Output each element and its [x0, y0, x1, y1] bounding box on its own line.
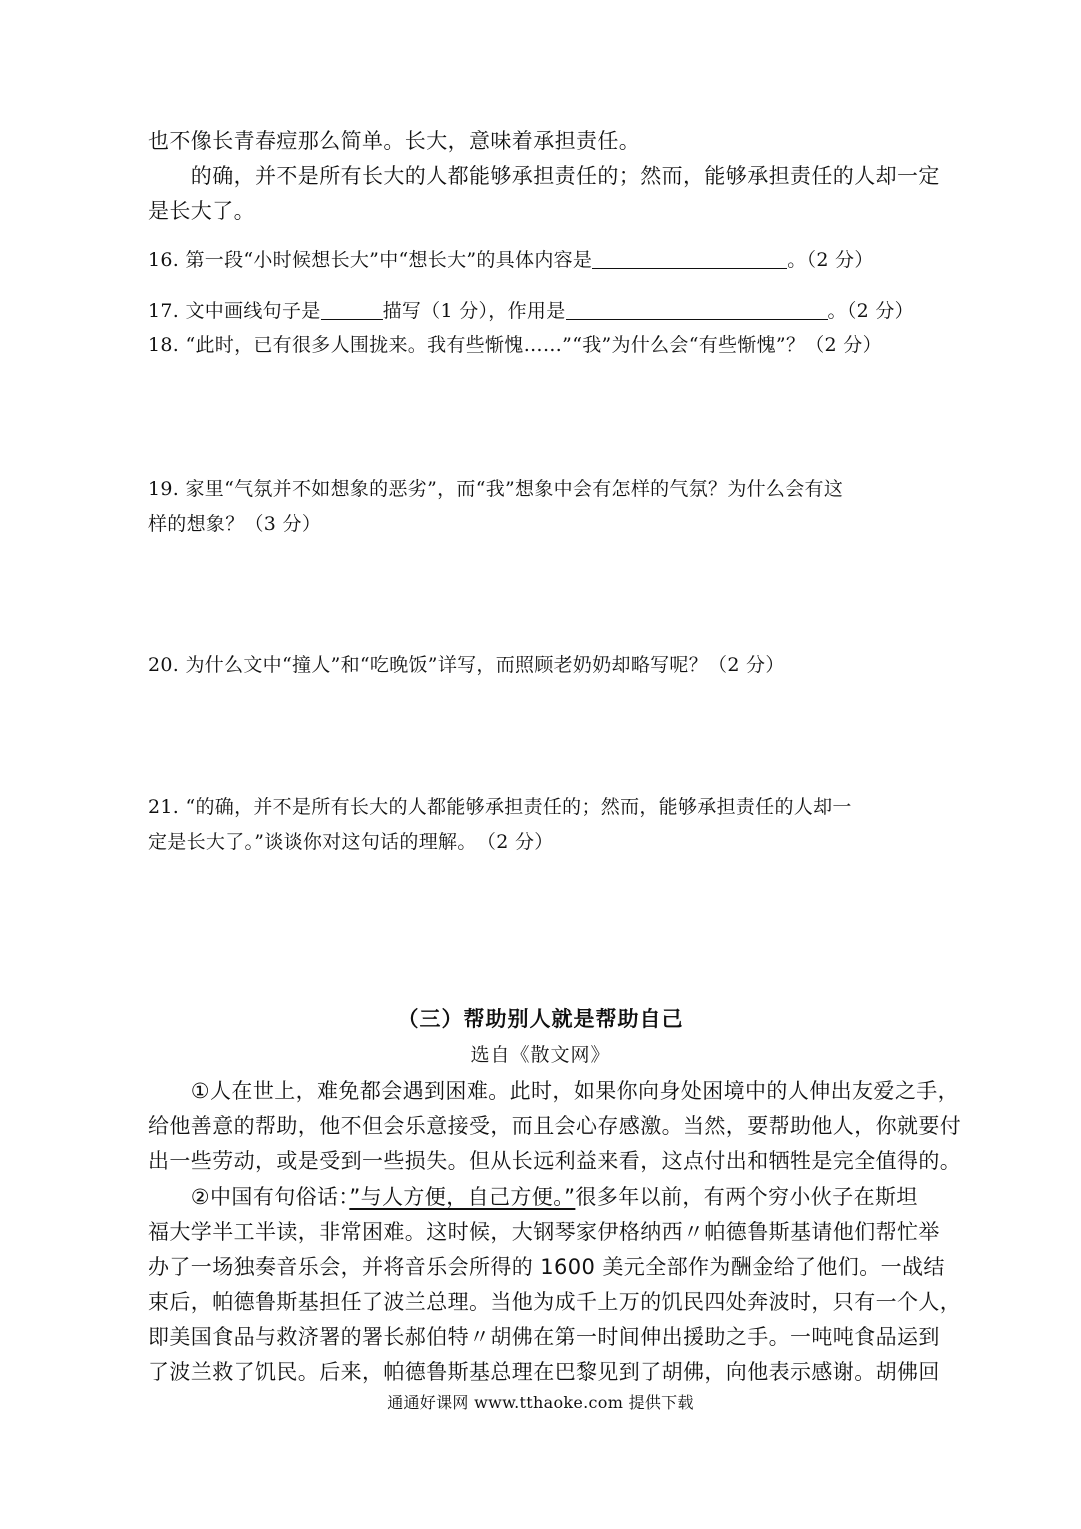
- question-text: “此时，已有很多人围拢来。我有些惭愧……”“我”为什么会“有些惭愧”？（2 分）: [185, 334, 882, 356]
- question-score: 。（2 分）: [787, 249, 874, 271]
- question-16: [148, 245, 978, 272]
- paragraph-text: 很多年以前，有两个穷小伙子在斯坦: [575, 1185, 918, 1209]
- question-21: [148, 792, 978, 819]
- paragraph-line: 出一些劳动，或是受到一些损失。但从长远利益来看，这点付出和牺牲是完全值得的。: [148, 1149, 962, 1173]
- question-text: “的确，并不是所有长大的人都能够承担责任的；然而，能够承担责任的人却一: [185, 796, 852, 818]
- question-17: [148, 296, 978, 323]
- question-19: [148, 474, 978, 501]
- question-text: 为什么文中“撞人”和“吃晚饭”详写，而照顾老奶奶却略写呢？（2 分）: [185, 654, 785, 676]
- answer-blank[interactable]: [321, 299, 383, 320]
- paragraph-line: 即美国食品与救济署的署长郝伯特〃胡佛在第一时间伸出援助之手。一吨吨食品运到: [148, 1325, 940, 1349]
- paragraph-line: [148, 1181, 978, 1211]
- question-text-mid: 描写（1 分），作用是: [382, 300, 566, 322]
- paragraph-line: 也不像长青春痘那么简单。长大，意味着承担责任。: [148, 129, 641, 153]
- paragraph-line: 了波兰救了饥民。后来，帕德鲁斯基总理在巴黎见到了胡佛，向他表示感谢。胡佛回: [148, 1360, 940, 1384]
- question-20: [148, 650, 978, 677]
- paragraph-line: 办了一场独奏音乐会，并将音乐会所得的 1600 美元全部作为酬金给了他们。一战结: [148, 1255, 945, 1279]
- underlined-quote: ”与人方便，自己方便。”: [349, 1185, 576, 1209]
- answer-blank[interactable]: [592, 248, 787, 269]
- section-source: 选自《散文网》: [470, 1044, 611, 1066]
- question-number: 18.: [148, 334, 180, 356]
- page-footer: 通通好课网 www.tthaoke.com 提供下载: [387, 1393, 694, 1412]
- question-19-cont: 样的想象？（3 分）: [148, 513, 322, 535]
- question-number: 21.: [148, 796, 180, 818]
- paragraph-line: 福大学半工半读，非常困难。这时候，大钢琴家伊格纳西〃帕德鲁斯基请他们帮忙举: [148, 1220, 940, 1244]
- question-text: 家里“气氛并不如想象的恶劣”，而“我”想象中会有怎样的气氛？为什么会有这: [185, 478, 844, 500]
- paragraph-line: 的确，并不是所有长大的人都能够承担责任的；然而，能够承担责任的人却一定: [148, 164, 940, 188]
- question-text: 第一段“小时候想长大”中“想长大”的具体内容是: [185, 249, 593, 271]
- question-21-cont: 定是长大了。”谈谈你对这句话的理解。 （2 分）: [148, 831, 554, 853]
- question-score: 。（2 分）: [827, 300, 914, 322]
- paragraph-line: 给他善意的帮助，他不但会乐意接受，而且会心存感激。当然，要帮助他人，你就要付: [148, 1114, 962, 1138]
- paragraph-text: ②中国有句俗话：: [148, 1185, 350, 1209]
- question-number: 19.: [148, 478, 180, 500]
- question-number: 16.: [148, 249, 180, 271]
- paragraph-line: 束后，帕德鲁斯基担任了波兰总理。当他为成千上万的饥民四处奔波时，只有一个人，: [148, 1290, 962, 1314]
- section-title: （三）帮助别人就是帮助自己: [397, 1007, 684, 1031]
- question-number: 20.: [148, 654, 180, 676]
- paragraph-line: ①人在世上，难免都会遇到困难。此时，如果你向身处困境中的人伸出友爱之手，: [148, 1079, 960, 1103]
- question-text: 文中画线句子是: [185, 300, 321, 322]
- paragraph-line: 是长大了。: [148, 199, 255, 223]
- answer-blank[interactable]: [566, 299, 828, 320]
- question-18: [148, 330, 978, 357]
- question-number: 17.: [148, 300, 180, 322]
